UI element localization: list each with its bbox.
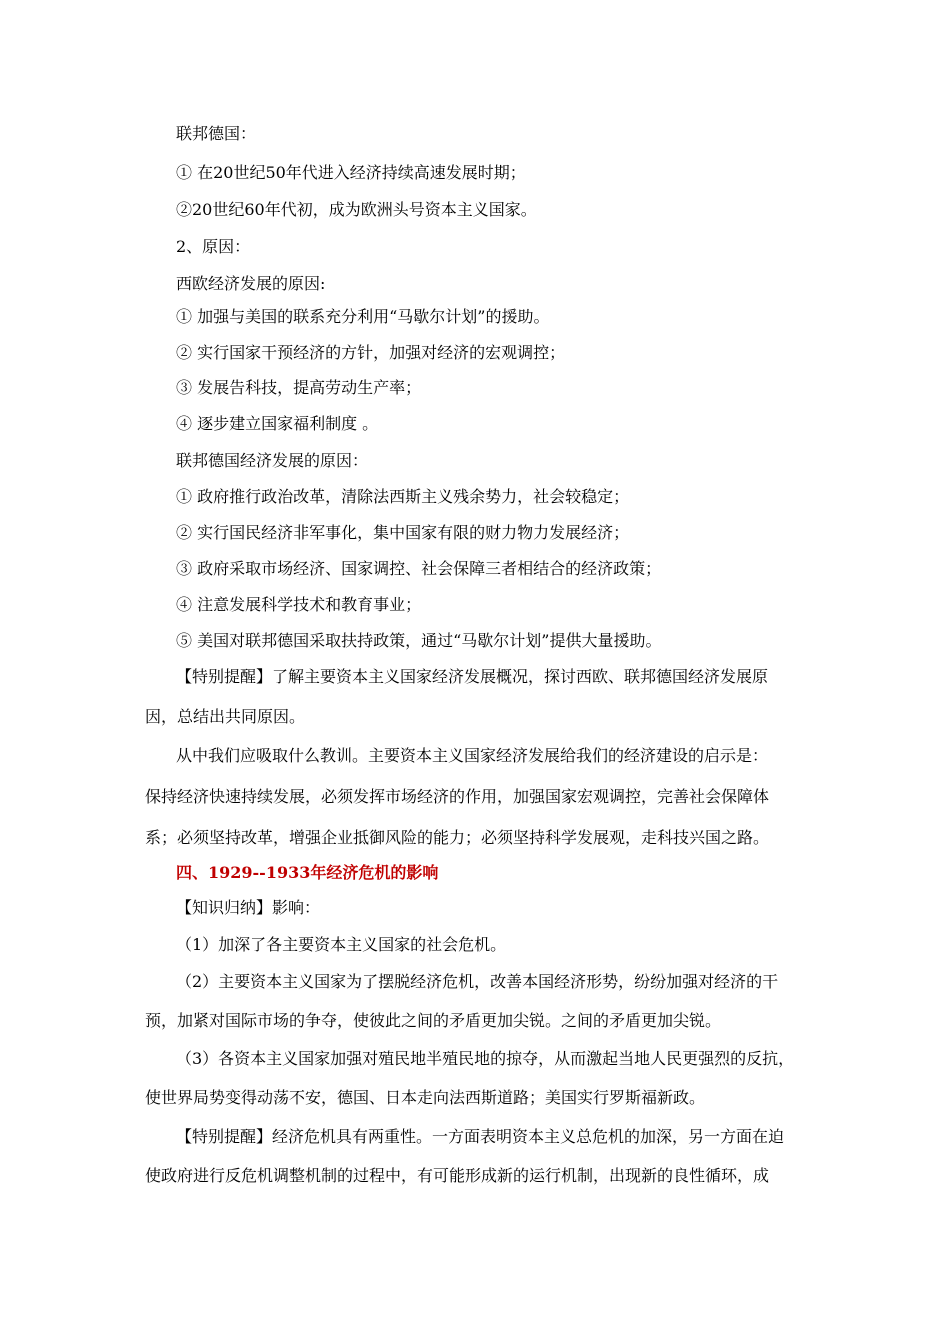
text-line: 2、原因： xyxy=(176,237,251,256)
text-line: 保持经济快速持续发展，必须发挥市场经济的作用，加强国家宏观调控，完善社会保障体 xyxy=(145,787,770,806)
text-line: 系；必须坚持改革，增强企业抵御风险的能力；必须坚持科学发展观，走科技兴国之路。 xyxy=(145,828,770,847)
text-line: ② 实行国民经济非军事化，集中国家有限的财力物力发展经济； xyxy=(176,523,630,542)
text-line: 因，总结出共同原因。 xyxy=(145,707,306,726)
text-line: 预，加紧对国际市场的争夺，使彼此之间的矛盾更加尖锐。之间的矛盾更加尖锐。 xyxy=(145,1011,722,1030)
text-line: ④ 逐步建立国家福利制度 。 xyxy=(176,414,379,433)
text-line: 联邦德国经济发展的原因： xyxy=(176,451,369,470)
text-line: ① 加强与美国的联系充分利用“马歇尔计划”的援助。 xyxy=(176,307,550,326)
text-line: ① 政府推行政治改革，清除法西斯主义残余势力，社会较稳定； xyxy=(176,487,630,506)
text-line: ②20世纪60年代初，成为欧洲头号资本主义国家。 xyxy=(176,200,537,219)
text-line: ③ 政府采取市场经济、国家调控、社会保障三者相结合的经济政策； xyxy=(176,559,662,578)
text-line: （3）各资本主义国家加强对殖民地半殖民地的掠夺，从而激起当地人民更强烈的反抗， xyxy=(176,1049,795,1068)
text-line: 联邦德国： xyxy=(176,124,257,143)
text-line: 西欧经济发展的原因: xyxy=(176,274,326,293)
text-line: ① 在20世纪50年代进入经济持续高速发展时期； xyxy=(176,163,526,182)
text-line: 【特别提醒】了解主要资本主义国家经济发展概况，探讨西欧、联邦德国经济发展原 xyxy=(176,667,769,686)
text-line: 从中我们应吸取什么教训。主要资本主义国家经济发展给我们的经济建设的启示是： xyxy=(176,746,769,765)
section-heading: 四、1929--1933年经济危机的影响 xyxy=(176,863,439,882)
text-line: ④ 注意发展科学技术和教育事业； xyxy=(176,595,422,614)
text-line: 使政府进行反危机调整机制的过程中，有可能形成新的运行机制，出现新的良性循环，成 xyxy=(145,1166,770,1185)
text-line: （1）加深了各主要资本主义国家的社会危机。 xyxy=(176,935,507,954)
text-line: ③ 发展告科技，提高劳动生产率； xyxy=(176,378,422,397)
text-line: ② 实行国家干预经济的方针，加强对经济的宏观调控； xyxy=(176,343,566,362)
text-line: 使世界局势变得动荡不安，德国、日本走向法西斯道路；美国实行罗斯福新政。 xyxy=(145,1088,706,1107)
text-line: ⑤ 美国对联邦德国采取扶持政策，通过“马歇尔计划”提供大量援助。 xyxy=(176,631,662,650)
text-line: 【特别提醒】经济危机具有两重性。一方面表明资本主义总危机的加深，另一方面在迫 xyxy=(176,1127,785,1146)
text-line: （2）主要资本主义国家为了摆脱经济危机，改善本国经济形势，纷纷加强对经济的干 xyxy=(176,972,779,991)
text-line: 【知识归纳】影响： xyxy=(176,898,321,917)
